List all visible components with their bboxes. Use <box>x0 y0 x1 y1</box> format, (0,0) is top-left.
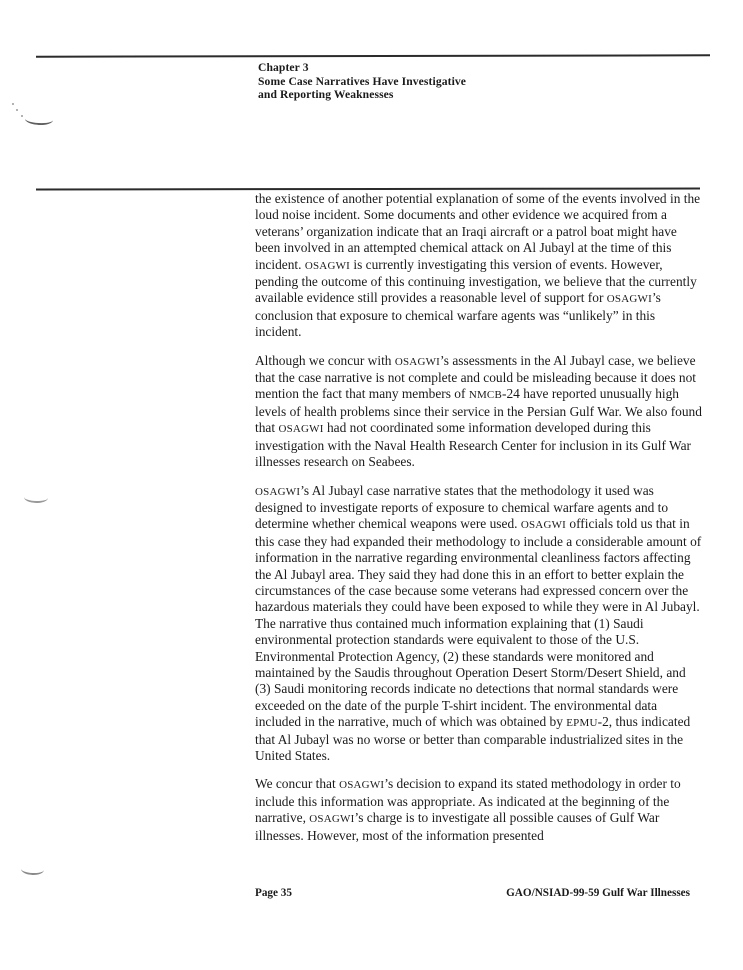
scan-mark-top <box>25 113 54 125</box>
scan-speckle <box>16 109 18 111</box>
chapter-label: Chapter 3 <box>258 61 309 74</box>
scan-mark-bottom <box>21 863 45 875</box>
chapter-title-line2: and Reporting Weaknesses <box>258 88 394 102</box>
body-text <box>255 191 702 856</box>
body-paragraph: OSAGWI’s Al Jubayl case narrative states that the methodology it used was designed to investigate reports of exposure to chemical warfare agents and to determine whether chemical weapons were used. OSAGWI officials told us that in this case they had expanded their methodology to include a considerable amount of information in the narrative regarding environmental cleanliness factors affecting the Al Jubayl area. They said they had done this in an effort to better explain the circumstances of the case because some veterans had expressed concern over the hazardous materials they could have been exposed to while they were in Al Jubayl. The narrative thus contained much information explaining that (1) Saudi environmental protection standards were equivalent to those of the U.S. Environmental Protection Agency, (2) these standards were monitored and maintained by the Saudis throughout Operation Desert Storm/Desert Shield, and (3) Saudi monitoring records indicate no detections that normal standards were exceeded on the date of the purple T-shirt incident. The environmental data included in the narrative, much of which was obtained by EPMU-2, thus indicated that Al Jubayl was no worse or better than comparable industrialized sites in the United States. <box>255 482 702 763</box>
chapter-header <box>258 61 466 102</box>
top-rule <box>36 54 710 57</box>
report-id: GAO/NSIAD-99-59 Gulf War Illnesses <box>506 887 690 899</box>
body-paragraph: the existence of another potential explanation of some of the events involved in the loud noise incident. Some documents and other evidence we acquired from a veterans’ organization indicate that an Iraqi aircraft or a patrol boat might have been involved in an attempted chemical attack on Al Jubayl at the time of this incident. OSAGWI is currently investigating this version of events. However, pending the outcome of this continuing investigation, we believe that the currently available evidence still provides a reasonable level of support for OSAGWI’s conclusion that exposure to chemical warfare agents was “unlikely” in this incident. <box>255 191 701 340</box>
scan-speckle <box>12 103 14 105</box>
body-paragraph: Although we concur with OSAGWI’s assessments in the Al Jubayl case, we believe that the case narrative is not complete and could be misleading because it does not mention the fact that many members of NMCB-24 have reported unusually high levels of health problems since their service in the Persian Gulf War. We also found that OSAGWI had not coordinated some information developed during this investigation with the Naval Health Research Center for inclusion in its Gulf War illnesses research on Seabees. <box>255 352 702 470</box>
page-number: Page 35 <box>255 887 292 899</box>
body-paragraph: We concur that OSAGWI’s decision to expand its stated methodology in order to include this information was appropriate. As indicated at the beginning of the narrative, OSAGWI’s charge is to investigate all possible causes of Gulf War illnesses. However, most of the information presented <box>255 776 681 843</box>
scan-mark-middle <box>24 492 48 504</box>
chapter-title-line1: Some Case Narratives Have Investigative <box>258 74 467 88</box>
scan-speckle <box>21 115 23 117</box>
